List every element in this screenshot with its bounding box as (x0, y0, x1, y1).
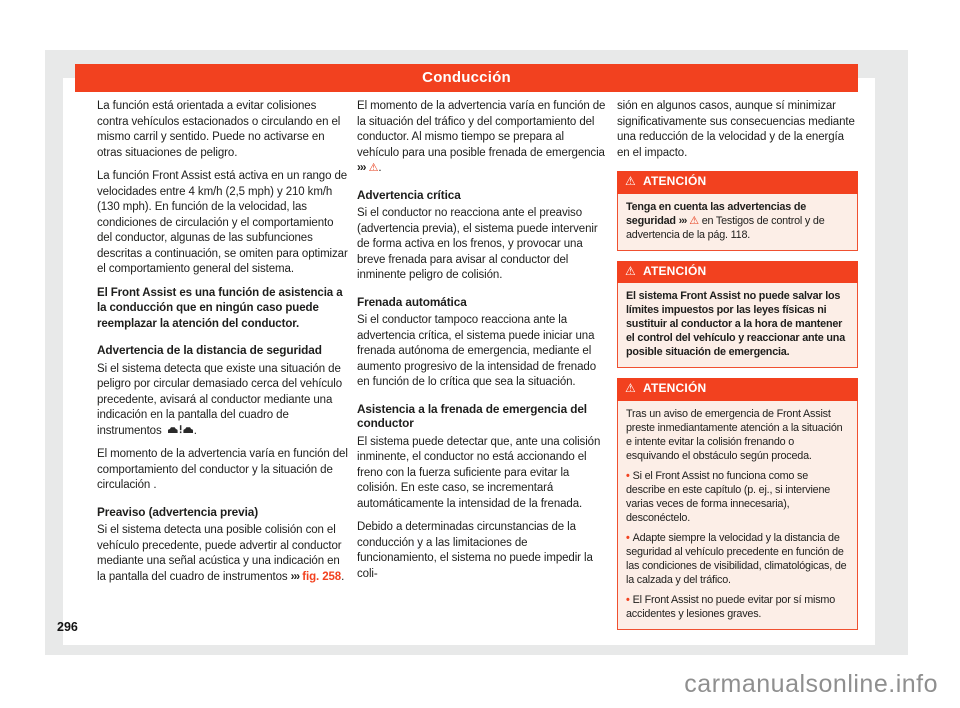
warning-box-2 (617, 261, 858, 369)
warning-box-header (617, 171, 858, 194)
warning-box-header (617, 261, 858, 284)
paragraph: Si el sistema detecta una posible colisión con el vehículo precedente, puede advertir al conductor mediante una señal acústica y una indicación en la pantalla del cuadro de instrumentos ››› fig. 258. (97, 524, 345, 583)
bullet-icon: • (626, 469, 630, 482)
paragraph: La función está orientada a evitar colisiones contra vehículos estacionados o circulando en el mismo carril y sentido. Puede no activarse en otras situaciones de peligro. (97, 100, 341, 159)
cross-ref-arrows: ››› (678, 214, 687, 227)
warning-box-3 (617, 378, 858, 630)
warning-text: Tenga en cuenta las advertencias de seguridad ››› ⚠ en Testigos de control y de advertencia de la pág. 118. (626, 200, 825, 241)
warning-box-1 (617, 171, 858, 251)
warning-bullet-item: • El Front Assist no puede evitar por sí mismo accidentes y lesiones graves. (626, 593, 836, 620)
column-2 (357, 99, 609, 630)
watermark-text: carmanualsonline.info (684, 670, 938, 698)
column-3 (617, 99, 858, 630)
paragraph-emphasis: El Front Assist es una función de asistencia a la conducción que en ningún caso puede reemplazar la atención del conductor. (97, 286, 343, 330)
section-heading-frenada-automatica: Frenada automática (357, 294, 467, 309)
paragraph: sión en algunos casos, aunque sí minimizar significativamente sus consecuencias mediante una reducción de la velocidad y de la energía en el impacto. (617, 100, 855, 159)
warning-box-body (617, 401, 858, 630)
section-heading-preaviso: Preaviso (advertencia previa) (97, 504, 259, 519)
warning-box-body (617, 194, 858, 251)
warning-box-header (617, 378, 858, 401)
car-distance-warning-icon (167, 424, 194, 435)
warning-text: El sistema Front Assist no puede salvar los límites impuestos por las leyes físicas ni sustituir al conductor a la hora de mantener el control del vehículo y reaccionar ante una posible situación de emergencia. (626, 290, 846, 358)
warning-bullet-item: • Adapte siempre la velocidad y la distancia de seguridad al vehículo precedente en función de las condiciones de visibilidad, climatológicas, de la calzada y del tráfico. (626, 531, 847, 586)
warning-title: ATENCIÓN (642, 174, 707, 188)
page-number: 296 (57, 620, 78, 634)
warning-title: ATENCIÓN (642, 263, 707, 278)
warning-triangle-icon: ⚠ (625, 174, 636, 188)
warning-text: Tras un aviso de emergencia de Front Assist preste inmediantamente atención a la situación e intente evitar la colisión frenando o esquivando el obstáculo según proceda. (626, 407, 843, 462)
section-heading-asistencia-frenada: Asistencia a la frenada de emergencia del conductor (357, 401, 587, 430)
warning-title: ATENCIÓN (642, 381, 707, 395)
bullet-icon: • (626, 593, 630, 606)
warning-bullet-item: • Si el Front Assist no funciona como se describe en este capítulo (p. ej., si interviene varias veces de forma innecesaria), desconéctelo. (626, 469, 831, 524)
warning-triangle-icon: ⚠ (689, 214, 699, 227)
warning-triangle-icon: ⚠ (625, 263, 636, 278)
section-heading-distance-warning: Advertencia de la distancia de seguridad (97, 343, 322, 357)
page-content (97, 99, 858, 630)
cross-ref-arrows: ››› (290, 570, 300, 583)
cross-ref-arrows: ››› (357, 162, 366, 174)
paragraph: La función Front Assist está activa en un rango de velocidades entre 4 km/h (2,5 mph) y 210 km/h (130 mph). En función de la velocidad, las condiciones de circulación y el comportamiento del conductor, algunas de las subfunciones descritas a continuación, se omiten para optimizar el comportamiento general del sistema. (97, 170, 348, 275)
figure-reference: fig. 258 (302, 570, 342, 583)
warning-triangle-icon: ⚠ (368, 162, 379, 174)
warning-triangle-icon: ⚠ (625, 381, 636, 395)
column-1 (97, 99, 349, 630)
warning-box-body (617, 283, 858, 368)
paragraph: El sistema puede detectar que, ante una colisión inminente, el conductor no está accionando el freno con la fuerza suficiente para evitar la colisión. En este caso, se incrementará automáticamente la intensidad de la frenada. (357, 435, 601, 510)
paragraph: El momento de la advertencia varía en función del comportamiento del conductor y la situación de circulación . (97, 448, 348, 491)
paragraph: Si el sistema detecta que existe una situación de peligro por circular demasiado cerca del vehículo precedente, avisará al conductor mediante una indicación en la pantalla del cuadro de instrumentos . (97, 362, 343, 437)
chapter-title: Conducción (422, 69, 511, 86)
chapter-header-bar (75, 64, 858, 92)
paragraph: Debido a determinadas circunstancias de la conducción y a las limitaciones de funcionamiento, el sistema no puede impedir la coli- (357, 521, 593, 580)
paragraph: El momento de la advertencia varía en función de la situación del tráfico y del comportamiento del conductor. Al mismo tiempo se prepara al vehículo para una posible frenada de emergencia ››› ⚠. (357, 100, 606, 174)
paragraph: Si el conductor tampoco reacciona ante la advertencia crítica, el sistema puede iniciar una frenada autónoma de emergencia, mediante el aumento progresivo de la intensidad de frenado en función de lo crítica que sea la situación. (357, 314, 596, 388)
section-heading-advertencia-critica: Advertencia crítica (357, 187, 461, 202)
bullet-icon: • (626, 531, 630, 544)
paragraph: Si el conductor no reacciona ante el preaviso (advertencia previa), el sistema puede intervenir de forma activa en los frenos, y provocar una breve frenada para avisar al conductor del inminente peligro de colisión. (357, 207, 598, 281)
